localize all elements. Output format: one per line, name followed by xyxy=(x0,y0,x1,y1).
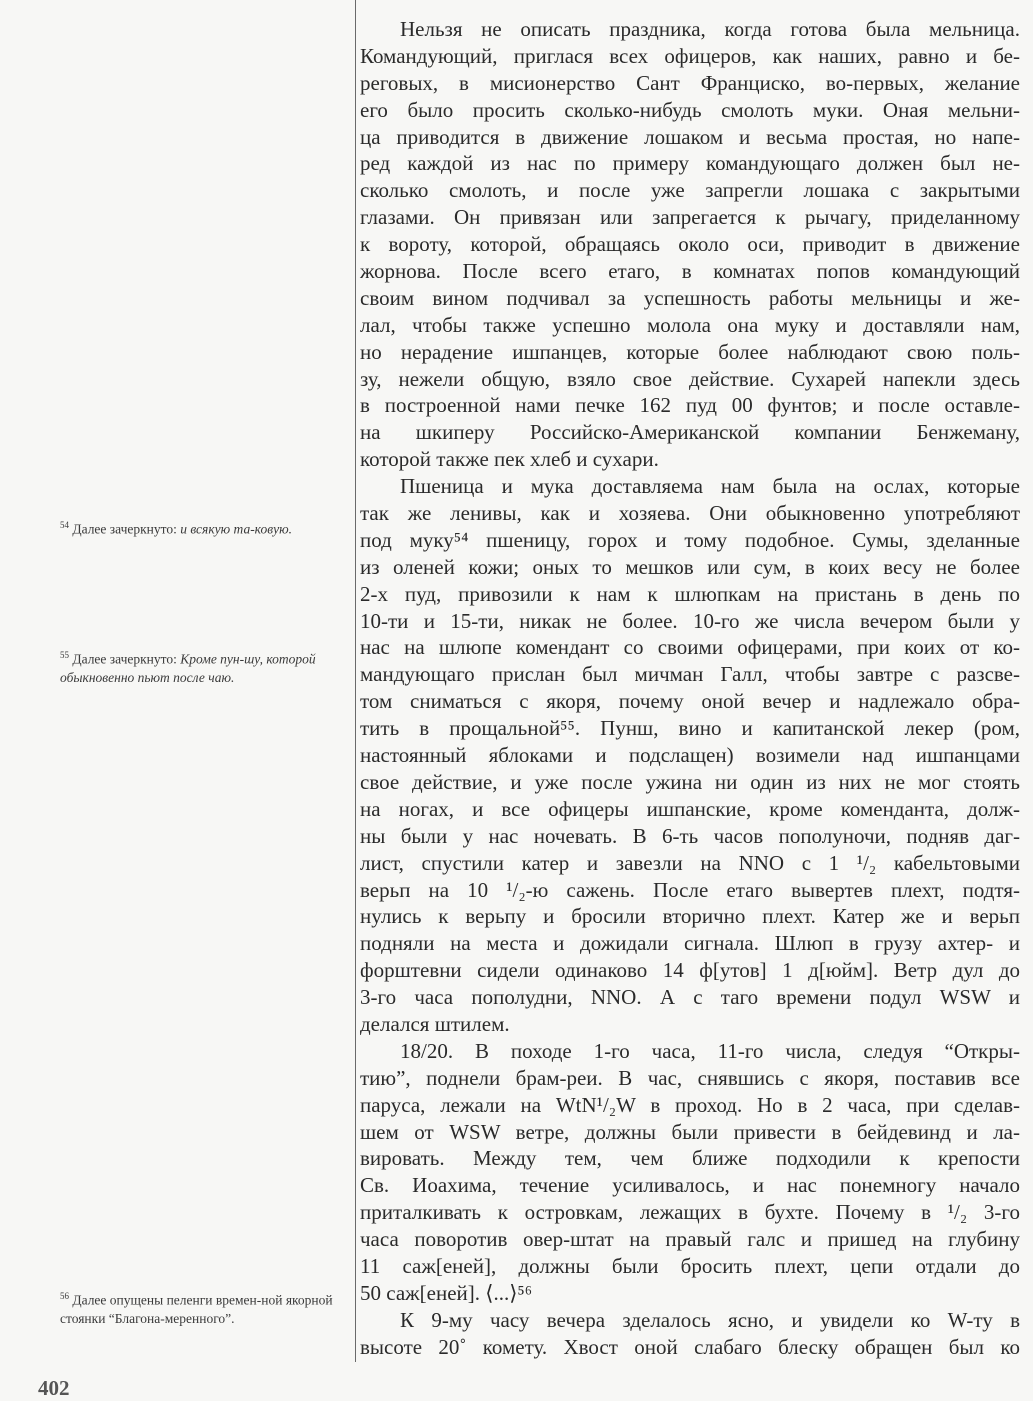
text-line: его было просить сколько-нибудь смолоть муки. Оная мельни- xyxy=(360,97,1020,122)
text-line: реговых, в мисионерство Сант Франциско, во-первых, желание xyxy=(360,70,1020,95)
text-line: нас на шлюпе комендант со своими офицерами, при коих от ко- xyxy=(360,635,1020,660)
footnote-55 xyxy=(60,646,335,687)
text-line: в построенной нами печке 162 пуд 00 фунтов; и после оставле- xyxy=(360,393,1020,418)
text-line: 2-х пуд, привозили к нам к шлюпкам на пристань в день по xyxy=(360,581,1020,606)
text-line: зу, нежели общую, взяло свое действие. Сухарей напекли здесь xyxy=(360,366,1020,391)
main-text-column xyxy=(360,16,1020,1361)
text-line: ца приводится в движение лошаком и весьма простая, но напе- xyxy=(360,124,1020,149)
text-line: так же ленивы, как и хозяева. Они обыкновенно употребляют xyxy=(360,501,1020,526)
footnote-number: 56 xyxy=(60,1291,69,1301)
text-line: лал, чтобы также успешно молола она муку и доставляли нам, xyxy=(360,312,1020,337)
text-line: своим вином подчивал за успешность работы мельницы и же- xyxy=(360,285,1020,310)
text-line: 11 саж[еней], должны были бросить плехт, цепи отдали до xyxy=(360,1253,1020,1278)
text-line: вировать. Между тем, чем ближе подходили к крепости xyxy=(360,1146,1020,1171)
text-line: шем от WSW ветре, должны были привести в бейдевинд и ла- xyxy=(360,1119,1020,1144)
text-line: Нельзя не описать праздника, когда готова была мельница. xyxy=(400,17,1020,41)
text-line: нулись к верьпу и бросили вторично плехт. Катер же и верьп xyxy=(360,904,1020,929)
text-line: которой также пек хлеб и сухари. xyxy=(360,447,659,472)
text-line: настоянный яблоками и подслащен) возимели над ишпанцами xyxy=(360,743,1020,768)
text-line: глазами. Он привязан или запрегается к рычагу, приделанному xyxy=(360,205,1020,230)
column-divider xyxy=(355,0,356,1362)
text-line: приталкивать к островкам, лежащих в бухте. Почему в ¹/₂ 3-го xyxy=(360,1200,1020,1225)
text-line: лист, спустили катер и завезли на NNO с 1 ¹/₂ кабельтовыми xyxy=(360,850,1020,875)
text-line: часа поворотив овер-штат на правый галс и пришед на глубину xyxy=(360,1227,1020,1252)
text-line: 18/20. В походе 1-го часа, 11-го числа, следуя “Откры- xyxy=(400,1038,1020,1063)
text-line: 10-ти и 15-ти, никак не более. 10-го же числа вечером были у xyxy=(360,608,1020,633)
text-line: Командующий, приглася всех офицеров, как наших, равно и бе- xyxy=(360,43,1020,68)
text-line: К 9-му часу вечера зделалось ясно, и увидели ко W-ту в xyxy=(400,1307,1020,1332)
text-line: на ногах, и все офицеры ишпанские, кроме коменданта, долж- xyxy=(360,796,1020,821)
text-line: Пшеница и мука доставляема нам была на ослах, которые xyxy=(400,474,1020,499)
text-line: под муку⁵⁴ пшеницу, горох и тому подобное. Сумы, зделанные xyxy=(360,527,1020,552)
footnote-text: Далее зачеркнуто: xyxy=(72,651,181,667)
text-line: подняли на места и дожидали сигнала. Шлюп в грузу ахтер- и xyxy=(360,931,1020,956)
text-line: ны были у нас ночевать. В 6-ть часов пополуночи, подняв даг- xyxy=(360,823,1020,848)
footnote-number: 54 xyxy=(60,520,69,530)
footnote-quote: Кроме пун-шу, которой обыкновенно пьют после чаю. xyxy=(60,651,316,685)
text-line: том сниматься с якоря, почему оной вечер и надлежало обра- xyxy=(360,689,1020,714)
text-line: делался штилем. xyxy=(360,1011,510,1036)
text-line: мандующаго прислан был мичман Галл, чтобы завтре с разсве- xyxy=(360,662,1020,687)
text-line: паруса, лежали на WtN¹/₂W в проход. Но в 2 часа, при сделав- xyxy=(360,1092,1020,1117)
text-line: из оленей кожи; оных то мешков или сум, в коих весу не более xyxy=(360,554,1020,579)
text-line: Св. Иоахима, течение усиливалось, и нас понемногу начало xyxy=(360,1173,1020,1198)
footnote-text: Далее зачеркнуто: xyxy=(72,521,181,537)
text-line: свое действие, и уже после ужина ни один из них не мог стоять xyxy=(360,769,1020,794)
text-line: тить в прощальной⁵⁵. Пунш, вино и капитанской лекер (ром, xyxy=(360,716,1020,741)
text-line: ред каждой из нас по примеру командующаго должен был не- xyxy=(360,151,1020,176)
footnote-56 xyxy=(60,1287,335,1328)
text-line: верьп на 10 ¹/₂-ю сажень. После етаго вывертев плехт, подтя- xyxy=(360,877,1020,902)
text-line: форштевни сидели одинаково 14 ф[утов] 1 д[юйм]. Ветр дул до xyxy=(360,958,1020,983)
footnote-quote: и всякую та-ковую. xyxy=(180,521,292,537)
text-line: высоте 20˚ комету. Хвост оной слабаго блеску обращен был ко xyxy=(360,1334,1020,1359)
footnote-54 xyxy=(60,516,335,539)
text-line: жорнова. После всего етаго, в комнатах попов командующий xyxy=(360,259,1020,284)
text-line: к вороту, которой, обращаясь около оси, приводит в движение xyxy=(360,232,1020,257)
footnote-text: Далее опущены пеленги времен-ной якорной стоянки “Благона-меренного”. xyxy=(60,1292,333,1326)
text-line: но нерадение ишпанцев, которые более наблюдают свою поль- xyxy=(360,339,1020,364)
text-line: сколько смолоть, и после уже запрегли лошака с закрытыми xyxy=(360,178,1020,203)
text-line: тию”, поднели брам-реи. В час, снявшись с якоря, поставив все xyxy=(360,1065,1020,1090)
text-line: 3-го часа пополудни, NNO. А с таго времени подул WSW и xyxy=(360,985,1020,1010)
page-number: 402 xyxy=(38,1376,70,1400)
text-line: на шкиперу Российско-Американской компании Бенжеману, xyxy=(360,420,1020,445)
text-line: 50 саж[еней]. ⟨...⟩⁵⁶ xyxy=(360,1280,533,1305)
footnote-number: 55 xyxy=(60,650,69,660)
